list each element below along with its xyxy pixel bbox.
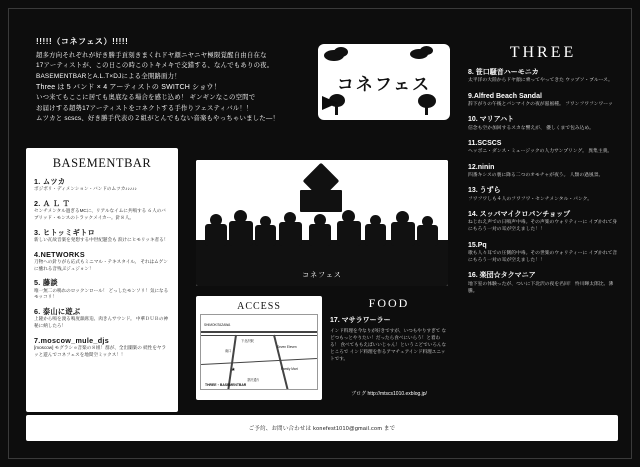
- illustration-label: コネフェス: [302, 272, 342, 279]
- crowd-figure: [255, 225, 276, 246]
- crowd-figure: [365, 224, 386, 246]
- map-pin-icon: ★: [231, 367, 236, 373]
- artist-name: 1. ムツカ: [34, 177, 66, 186]
- intro-line: ムツカと scscs、好き勝手代表の２組がとんでもない音楽もやっちゃいました―！: [36, 115, 280, 123]
- lineup-entry: [468, 68, 618, 85]
- crowd-figure: [309, 224, 331, 246]
- artist-name: 13. うずら: [468, 187, 501, 195]
- lineup-entry: [468, 115, 618, 132]
- artist-name: 8. 笹口騒音ハーモニカ: [468, 69, 539, 76]
- lineup-entry: [34, 177, 170, 193]
- artist-desc: 信念も空か加回するスカな響えが、 優しくまで包み込め。: [468, 125, 594, 131]
- lineup-entry: [468, 210, 618, 234]
- map-label: 南口: [225, 349, 232, 353]
- map-label: 下北沢駅: [241, 339, 254, 343]
- lineup-entry: [468, 241, 618, 265]
- lineup-entry: [468, 163, 618, 180]
- intro-line: 超多方向それぞれが好き勝手貢刻きまくれドヤ顔ニヤニヤ極限覚醒自由自在な: [36, 51, 267, 59]
- food-panel: [330, 296, 448, 400]
- intro-title: !!!!!（コネフェス）!!!!!: [36, 37, 129, 46]
- lineup-entry: [468, 139, 618, 156]
- artist-name: 6. 泰山に遊ぶ: [34, 307, 81, 317]
- lineup-entry: [468, 186, 618, 203]
- contact-bar: [26, 415, 618, 441]
- intro-line: BASEMENTBARとA.L.T×DJによる全開路面力！: [36, 72, 181, 80]
- artist-name: 9.Alfred Beach Sandal: [468, 92, 542, 100]
- logo-text: コネフェス: [336, 75, 432, 95]
- lineup-entry: [34, 228, 170, 244]
- map-road: [201, 335, 317, 336]
- artist-desc: フワフワしも４人のフワフワ・センチメンタル・パンク。: [468, 196, 593, 202]
- crowd-figure: [229, 221, 253, 246]
- map-label: Seven Eleven: [277, 345, 297, 349]
- intro-line: いつ来てもここに居ても奥底なる場合を感じ込め！ ギンギンなこの空間で: [36, 94, 256, 102]
- map-road: [201, 331, 317, 333]
- lineup-entry: [34, 199, 170, 222]
- map-venue-label: THREE・BASEMENTBAR: [205, 383, 247, 387]
- lineup-entry: [34, 336, 170, 359]
- blog-link[interactable]: ブログ http://mtscs1010.exblog.jp/: [351, 391, 427, 397]
- three-heading: THREE: [509, 44, 577, 61]
- lineup-entry: [34, 307, 170, 330]
- tree-icon: [416, 94, 440, 116]
- artist-desc: ねじれえ声での日鳴声中毒。その声楽のウォリティーに イブかれて身にもろう一対の耳が空えました！！: [468, 220, 618, 233]
- crowd-figure: [205, 224, 227, 246]
- artist-desc: 歌も人々耳での圧側的中毒。その世楽のウォリティーに イブかれて音にもろう一対の耳が空えました！！: [468, 251, 618, 264]
- access-map: [200, 314, 318, 390]
- basementbar-heading: BASEMENTBAR: [52, 156, 152, 170]
- artist-desc: 辞下がりの午後とバンマイクの夜が滋風種。 フワンフワフンワーッ: [468, 102, 613, 108]
- food-artist-name: 17. マサラワーラー: [330, 317, 391, 324]
- stage-icon: [300, 190, 342, 212]
- artist-desc: 唯一無二の鳴れのロックンロール！ どっしたモンソリ！気になるモッコリ！: [34, 287, 169, 300]
- artist-name: 12.ninin: [468, 163, 495, 171]
- cloud-icon: [334, 47, 348, 57]
- artist-desc: [moscow] モグラショ音楽の８組！群が、全出團楽の 続性をヤラッと遊んでコネフェスを地間空ミックス！！: [34, 345, 167, 357]
- lineup-entry: [468, 271, 618, 295]
- artist-desc: 上隆から鳴を渡る鳴度韻席迫、肉きんサウンド。 中華ＤＵＢの神秘に納したろ！: [34, 316, 169, 329]
- access-heading: ACCESS: [237, 301, 281, 312]
- artist-desc: 四番キシスの裏に降る二つのオモチャが夜う。 人類の過風景。: [468, 172, 604, 178]
- lineup-entry: [468, 92, 618, 109]
- intro-block: [36, 36, 336, 125]
- intro-line: Three は 5 バンド × 4 アーティストの SWITCH ショウ！: [36, 84, 221, 92]
- map-label: Family Mart: [281, 367, 298, 371]
- artist-name: 11.SCSCS: [468, 139, 502, 147]
- food-artist-desc: インド料理を今なりが好きですが、いつもやりすぎて などつもっとやりたい！だったら食べにいらう！と着わる！ 食べてももえばいいじゃん！というこどでいろんなところで インド料理を作るアマチュアインド料理ユニットです。: [330, 328, 447, 361]
- artist-desc: 地下室の体験ったが、ついに下北沢の夜を名回！ 怜川暉太郎比、沸騰。: [468, 281, 614, 294]
- intro-line: 17アーティストが、この日この時このトキメキで交錯する、なんでもありの夜。: [36, 62, 274, 70]
- speech-tail: [322, 96, 338, 110]
- crowd-figure: [337, 221, 361, 246]
- artist-name: 15.Pq: [468, 241, 487, 249]
- artist-name: 5. 藤談: [34, 278, 58, 288]
- lineup-entry: [34, 250, 170, 273]
- artist-name: 2. Ａ Ｌ Ｔ: [34, 199, 70, 209]
- artist-name: 16. 楽団☆タクマニア: [468, 272, 536, 280]
- map-road: [273, 335, 288, 390]
- artist-desc: 新しい瓦故音楽を発想する中世紀題会も 涙けにヒモリッキ者る！: [34, 237, 169, 243]
- crowd-figure: [417, 225, 438, 246]
- map-label: SHIMOKITAZAWA: [204, 323, 231, 327]
- artist-name: 7.moscow_mule_djs: [34, 335, 110, 345]
- artist-name: 4.NETWORKS: [34, 249, 85, 259]
- artist-name: 14. スッパマイクロパンチョップ: [468, 210, 571, 218]
- artist-name: 3. ヒトッミギトロ: [34, 227, 96, 237]
- access-panel: [196, 296, 322, 400]
- intro-line: お届けする超勢17アーティストをコネクトする手作りフェスティバル！！: [36, 104, 253, 112]
- three-lineup: [468, 44, 618, 302]
- artist-desc: センチメンタル過ぎるMCに、リアルなイムに共鳴する ６人のバブリッド・モンスのトラックメイカー。針８人。: [34, 208, 166, 221]
- artist-desc: 太平洋の大陸からドヤ顔に乗ってやってきた ウップソ・ブルース。: [468, 78, 613, 84]
- festival-illustration: [196, 160, 448, 286]
- contact-text: ご予約、お問い合わせは konefest1010@gmail.com まで: [248, 426, 396, 432]
- artist-desc: 刀物への針りがら応式もミニマル・テキスタイル。 それはムゲンに癒れる音残ぶジュジョン！: [34, 259, 168, 271]
- artist-desc: ポジボリ・ディメンション・バンドのムツカ♪♪♪♪♪: [34, 186, 137, 192]
- crowd-figure: [391, 222, 415, 246]
- lineup-entry: [34, 278, 170, 301]
- artist-desc: ヘッボニ・ダンス・ミュージックの人力サンプリング。 異集主義。: [468, 149, 613, 155]
- basementbar-lineup: [26, 148, 178, 412]
- map-label: 茶沢通り: [247, 378, 260, 382]
- food-heading: FOOD: [368, 296, 410, 310]
- map-road: [201, 358, 317, 365]
- artist-name: 10. マリアハト: [468, 116, 514, 124]
- crowd-figure: [279, 222, 302, 246]
- cloud-icon: [420, 46, 433, 55]
